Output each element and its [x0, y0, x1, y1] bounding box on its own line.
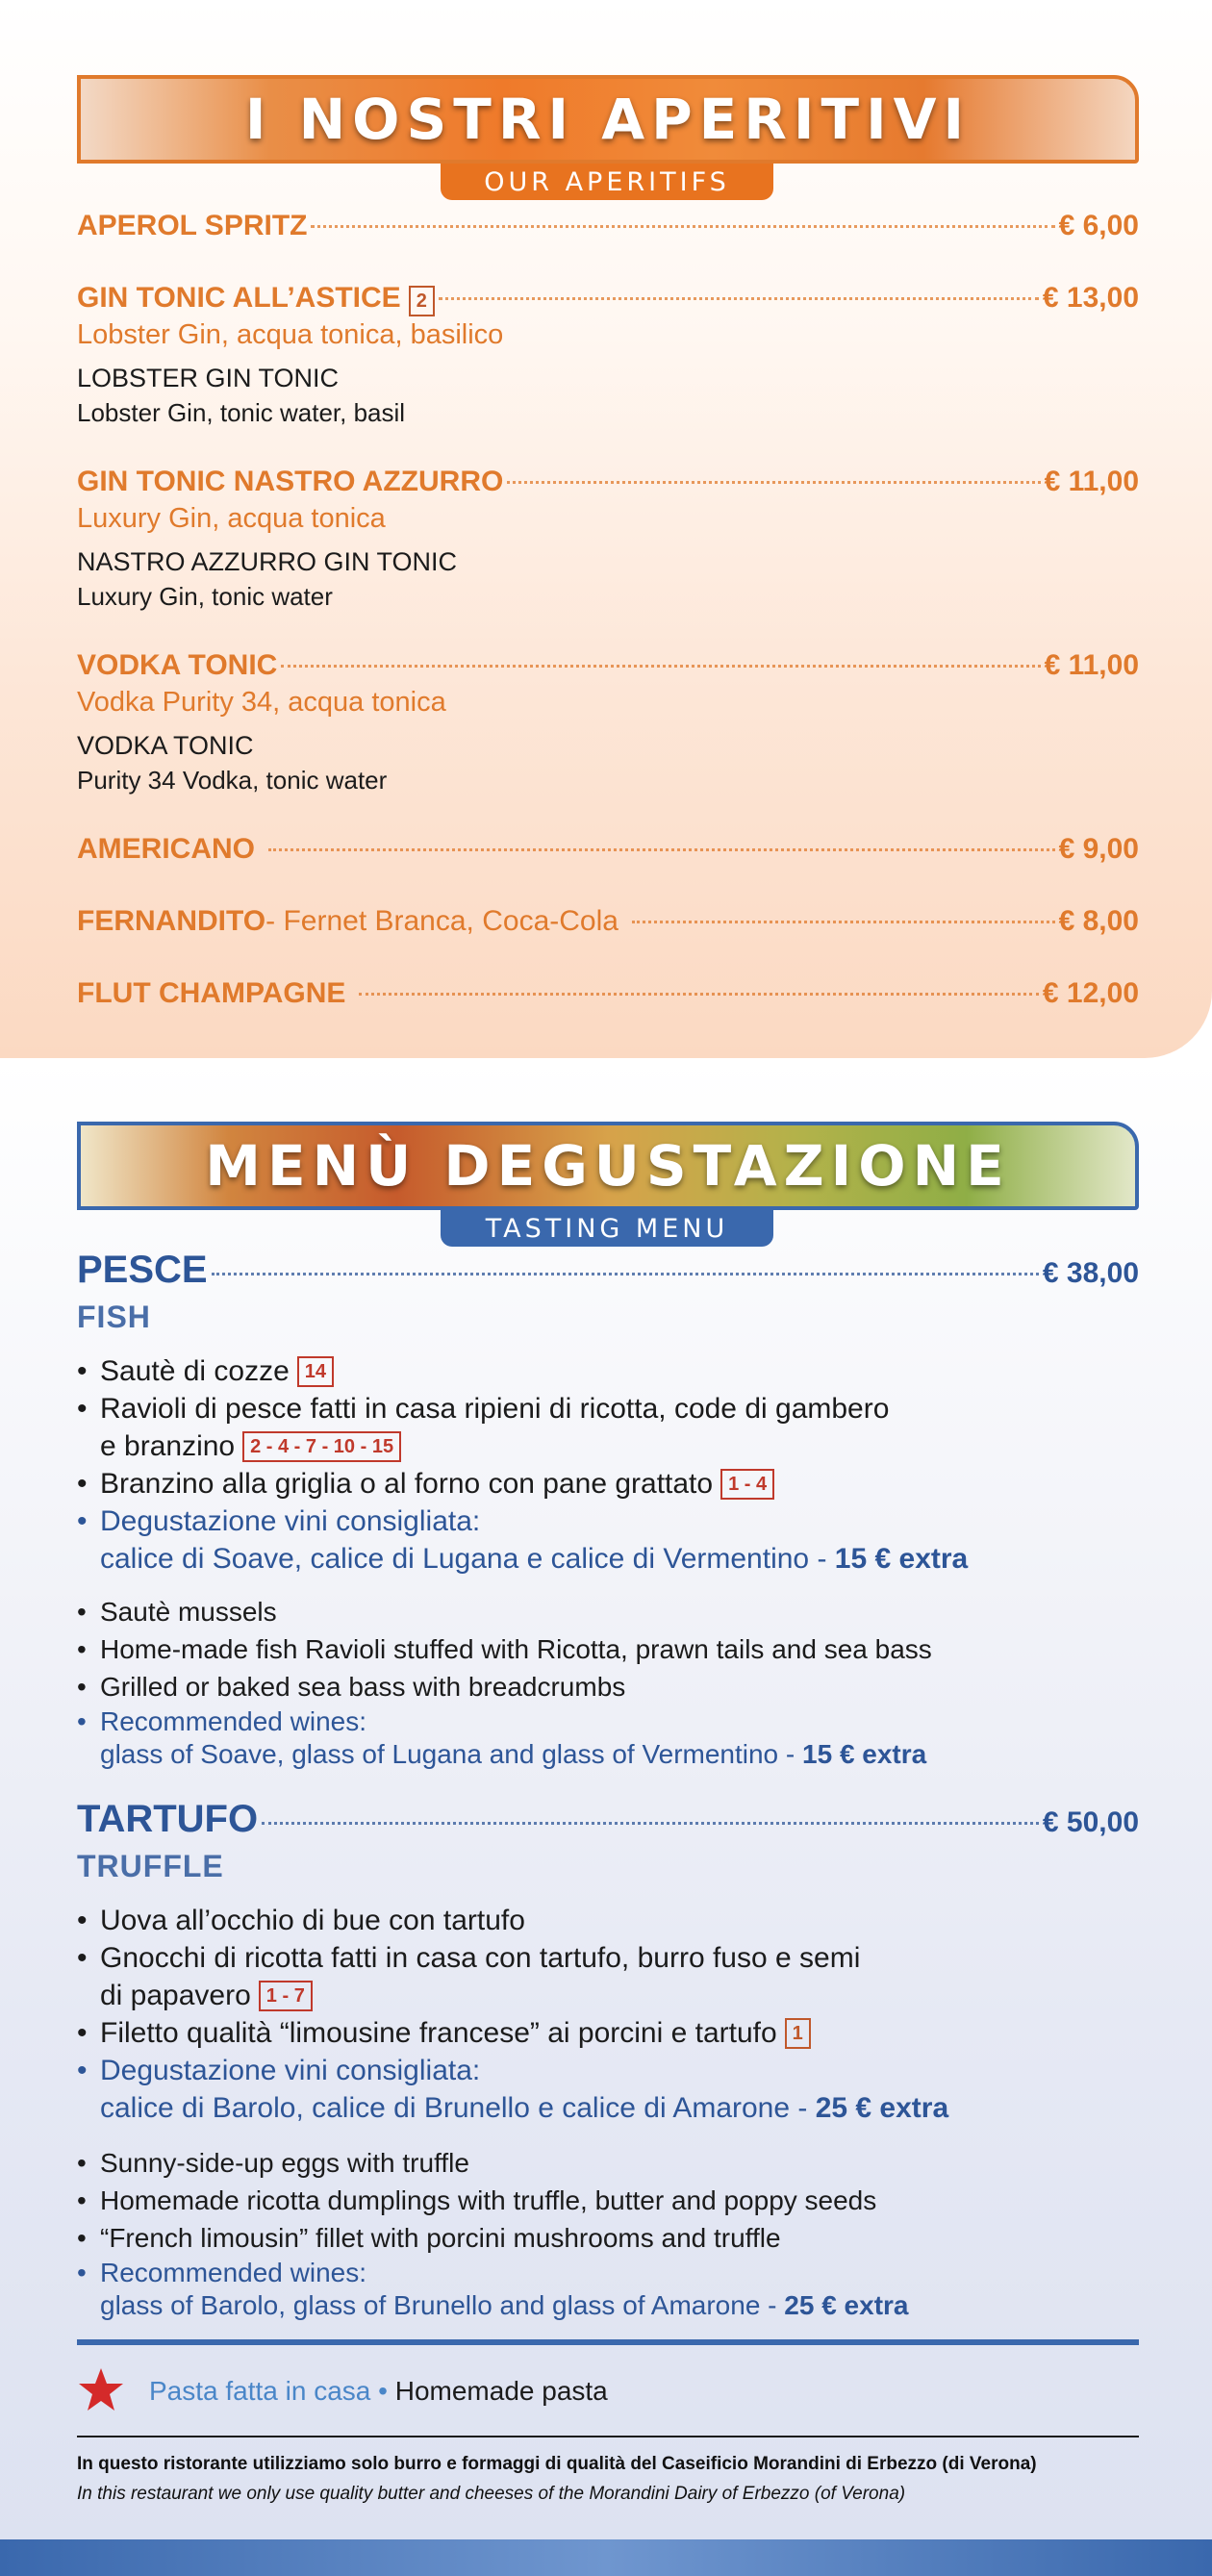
wine-pairing-detail — [77, 1540, 1139, 1578]
list-item — [77, 1465, 1139, 1503]
dot-leader — [311, 225, 1054, 228]
list-item — [77, 1593, 1139, 1630]
item-name: FERNANDITO — [77, 905, 266, 937]
wine-pairing — [77, 1705, 1139, 1738]
allergen-badge: 14 — [297, 1356, 334, 1387]
footer-note-it: In questo ristorante utilizziamo solo burro e formaggi di qualità del Caseificio Morandini di Erbezzo (di Verona) — [77, 2454, 1037, 2474]
item-name-en: NASTRO AZZURRO GIN TONIC — [77, 547, 458, 576]
item-name-en: LOBSTER GIN TONIC — [77, 364, 340, 392]
list-item-text: Branzino alla griglia o al forno con pane grattato — [100, 1468, 714, 1500]
list-item-text: glass of Barolo, glass of Brunello and glass of Amarone - — [100, 2290, 785, 2320]
degustazione-title: MENÙ DEGUSTAZIONE — [205, 1133, 1011, 1199]
legend-separator: • — [370, 2376, 395, 2406]
section-divider — [77, 2339, 1139, 2345]
legend-text-en: Homemade pasta — [394, 2376, 608, 2406]
item-name: FLUT CHAMPAGNE — [77, 977, 346, 1009]
allergen-badge: 1 — [785, 2018, 811, 2049]
item-price: € 6,00 — [1058, 210, 1139, 241]
menu-item-gin-tonic-astice — [77, 282, 1139, 316]
list-item-continuation — [77, 1427, 1139, 1465]
list-item-text: di papavero — [100, 1980, 251, 2011]
tartufo-list-en — [77, 2144, 1139, 2322]
wine-pairing — [77, 1503, 1139, 1540]
wine-extra-price: 15 € extra — [802, 1739, 927, 1769]
item-description-it: Lobster Gin, acqua tonica, basilico — [77, 319, 504, 350]
aperitivi-banner — [77, 75, 1139, 164]
dot-leader — [632, 921, 1055, 923]
item-price: € 12,00 — [1042, 977, 1139, 1009]
item-name: VODKA TONIC — [77, 649, 278, 681]
dot-leader — [359, 993, 1038, 996]
item-description-en: Purity 34 Vodka, tonic water — [77, 766, 388, 795]
menu-item-americano — [77, 833, 1139, 866]
item-name: AMERICANO — [77, 833, 255, 865]
list-item-text: Home-made fish Ravioli stuffed with Ricotta, prawn tails and sea bass — [100, 1634, 932, 1664]
list-item-text: Sautè mussels — [100, 1597, 277, 1627]
allergen-badge: 2 — [409, 286, 435, 316]
wine-pairing — [77, 2257, 1139, 2289]
dot-leader — [268, 848, 1055, 851]
item-name: GIN TONIC NASTRO AZZURRO — [77, 466, 504, 497]
item-description-en: Luxury Gin, tonic water — [77, 582, 333, 611]
list-item — [77, 1630, 1139, 1668]
wine-extra-price: 25 € extra — [815, 2092, 949, 2124]
menu-item-vodka-tonic — [77, 649, 1139, 682]
list-item — [77, 2219, 1139, 2257]
list-item-text: Sunny-side-up eggs with truffle — [100, 2148, 469, 2178]
allergen-badge: 2 - 4 - 7 - 10 - 15 — [242, 1431, 401, 1462]
item-price: € 9,00 — [1058, 833, 1139, 865]
list-item — [77, 1902, 1139, 1939]
degustazione-banner — [77, 1122, 1139, 1210]
list-item-text: Filetto qualità “limousine francese” ai porcini e tartufo — [100, 2017, 777, 2049]
item-description-it: Vodka Purity 34, acqua tonica — [77, 687, 446, 718]
list-item-text: Ravioli di pesce fatti in casa ripieni di ricotta, code di gambero — [100, 1393, 890, 1425]
section-name-en: FISH — [77, 1300, 151, 1334]
footer-note-en: In this restaurant we only use quality butter and cheeses of the Morandini Dairy of Erbezzo (of Verona) — [77, 2484, 906, 2504]
list-item-text: Recommended wines: — [100, 2258, 367, 2287]
item-description-it: Luxury Gin, acqua tonica — [77, 503, 386, 534]
dot-leader — [212, 1273, 1039, 1275]
menu-section-tartufo — [77, 1798, 1139, 1841]
dot-leader — [281, 665, 1040, 668]
pesce-list-it — [77, 1352, 1139, 1578]
menu-item-flut-champagne — [77, 977, 1139, 1010]
list-item-continuation — [77, 1977, 1139, 2014]
list-item — [77, 2182, 1139, 2219]
list-item — [77, 1390, 1139, 1427]
legend-text-it: Pasta fatta in casa — [149, 2376, 371, 2406]
item-name-en: VODKA TONIC — [77, 731, 254, 760]
menu-item-aperol-spritz — [77, 210, 1139, 242]
homemade-pasta-legend — [149, 2376, 608, 2407]
list-item-text: Degustazione vini consigliata: — [100, 1505, 481, 1537]
list-item-text: calice di Barolo, calice di Brunello e calice di Amarone - — [100, 2092, 816, 2124]
item-price: € 11,00 — [1044, 649, 1139, 681]
list-item-text: Gnocchi di ricotta fatti in casa con tartufo, burro fuso e semi — [100, 1942, 861, 1974]
item-description-en: Lobster Gin, tonic water, basil — [77, 398, 406, 427]
star-icon — [77, 2366, 125, 2414]
section-price: € 38,00 — [1042, 1257, 1139, 1289]
list-item-text: Grilled or baked sea bass with breadcrumbs — [100, 1672, 626, 1702]
allergen-badge: 1 - 7 — [259, 1981, 313, 2011]
list-item — [77, 2014, 1139, 2052]
wine-pairing — [77, 2052, 1139, 2089]
wine-pairing-detail — [77, 1738, 1139, 1771]
item-name: GIN TONIC ALL’ASTICE — [77, 282, 401, 314]
list-item — [77, 1668, 1139, 1705]
list-item-text: Degustazione vini consigliata: — [100, 2055, 481, 2086]
wine-extra-price: 15 € extra — [834, 1543, 969, 1575]
item-note: - Fernet Branca, Coca-Cola — [265, 905, 619, 937]
list-item-text: glass of Soave, glass of Lugana and glass of Vermentino - — [100, 1739, 803, 1769]
pesce-list-en — [77, 1593, 1139, 1771]
dot-leader — [507, 481, 1040, 484]
item-price: € 13,00 — [1042, 282, 1139, 314]
dot-leader — [439, 297, 1039, 300]
dot-leader — [262, 1822, 1039, 1825]
list-item-text: Sautè di cozze — [100, 1355, 290, 1387]
tartufo-list-it — [77, 1902, 1139, 2127]
section-price: € 50,00 — [1042, 1806, 1139, 1838]
footer-divider — [77, 2436, 1139, 2437]
bottom-band — [0, 2539, 1212, 2576]
aperitivi-subtitle: OUR APERITIFS — [441, 164, 773, 200]
list-item — [77, 1352, 1139, 1390]
item-name: APEROL SPRITZ — [77, 210, 308, 241]
menu-section-pesce — [77, 1249, 1139, 1292]
section-name: TARTUFO — [77, 1798, 259, 1840]
wine-extra-price: 25 € extra — [784, 2290, 909, 2320]
menu-item-fernandito — [77, 905, 1139, 938]
allergen-badge: 1 - 4 — [720, 1469, 774, 1500]
wine-pairing-detail — [77, 2289, 1139, 2322]
list-item-text: e branzino — [100, 1430, 236, 1462]
wine-pairing-detail — [77, 2089, 1139, 2127]
list-item — [77, 1939, 1139, 1977]
menu-item-gin-tonic-nastro-azzurro — [77, 466, 1139, 498]
list-item-text: Uova all’occhio di bue con tartufo — [100, 1905, 525, 1936]
aperitivi-title: I NOSTRI APERITIVI — [244, 87, 972, 152]
list-item-text: “French limousin” fillet with porcini mushrooms and truffle — [100, 2223, 781, 2253]
list-item-text: Homemade ricotta dumplings with truffle, butter and poppy seeds — [100, 2185, 877, 2215]
list-item-text: Recommended wines: — [100, 1706, 367, 1736]
item-price: € 11,00 — [1044, 466, 1139, 497]
list-item — [77, 2144, 1139, 2182]
list-item-text: calice di Soave, calice di Lugana e calice di Vermentino - — [100, 1543, 835, 1575]
degustazione-subtitle: TASTING MENU — [441, 1210, 773, 1247]
section-name-en: TRUFFLE — [77, 1849, 224, 1883]
section-name: PESCE — [77, 1249, 208, 1291]
item-price: € 8,00 — [1058, 905, 1139, 937]
